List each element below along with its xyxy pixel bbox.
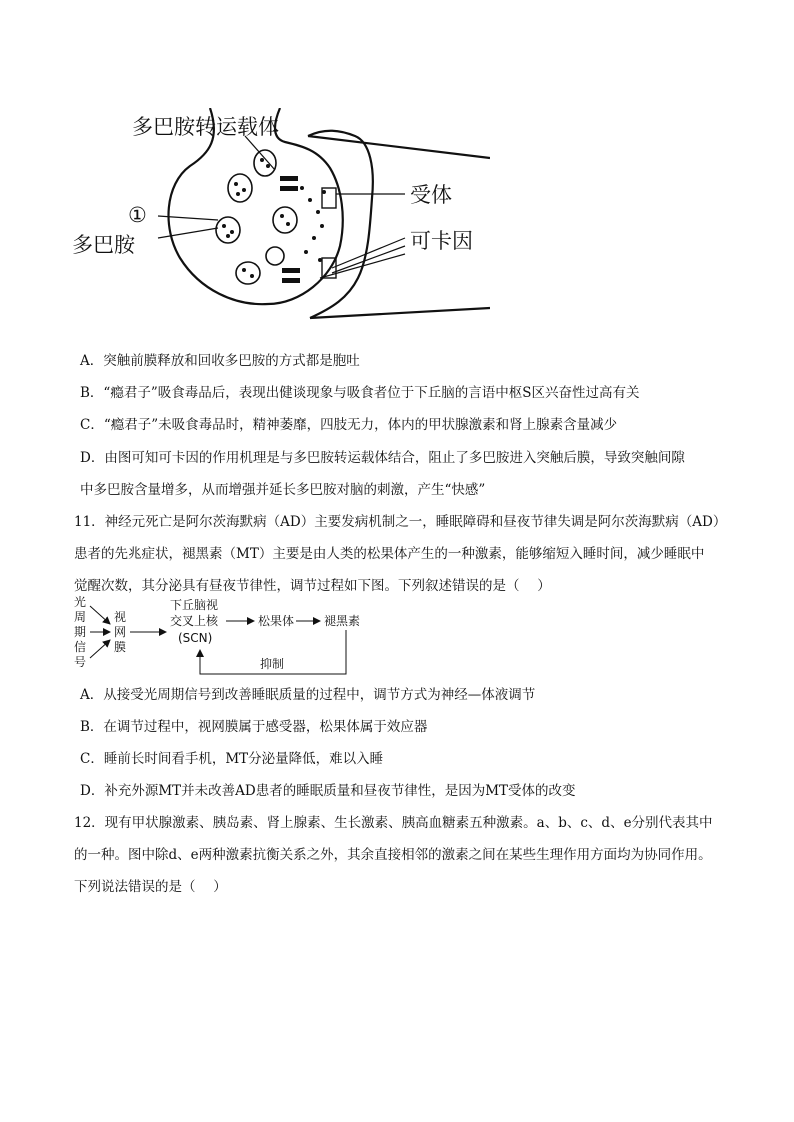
q11-option-c: C．睡前长时间看手机，MT分泌量降低，难以入睡 xyxy=(80,751,384,767)
postsynaptic-membrane xyxy=(308,131,373,318)
signal-arrows xyxy=(90,606,110,658)
transporter-top-2 xyxy=(280,186,298,191)
q12-stem-line1: 12．现有甲状腺激素、胰岛素、肾上腺素、生长激素、胰高血糖素五种激素。a、b、c、d、e分别代表其中 xyxy=(74,815,713,831)
melatonin-label: 褪黑素 xyxy=(324,614,361,628)
postsynaptic-outer xyxy=(308,136,490,318)
signal-char-2: 周 xyxy=(74,610,87,624)
q11-option-b: B．在调节过程中，视网膜属于感受器，松果体属于效应器 xyxy=(80,719,428,735)
q10-option-d-line1: D．由图可知可卡因的作用机理是与多巴胺转运载体结合，阻止了多巴胺进入突触后膜，导致突触间隙 xyxy=(80,450,685,466)
signal-char-1: 光 xyxy=(74,595,87,609)
melatonin-flow-svg xyxy=(70,592,380,680)
q11-option-a: A．从接受光周期信号到改善睡眠质量的过程中，调节方式为神经—体液调节 xyxy=(80,687,536,703)
inhibit-label: 抑制 xyxy=(260,657,285,671)
label-one: ① xyxy=(128,203,147,227)
q11-stem-line2: 患者的先兆症状，褪黑素（MT）主要是由人类的松果体产生的一种激素，能够缩短入睡时间，减少睡眠中 xyxy=(74,546,705,562)
signal-char-3: 期 xyxy=(74,625,87,639)
melatonin-diagram xyxy=(70,592,380,680)
retina-char-1: 视 xyxy=(114,610,127,624)
synapse-figure xyxy=(70,108,490,336)
q10-option-c: C．“瘾君子”未吸食毒品时，精神萎靡，四肢无力，体内的甲状腺激素和肾上腺素含量减少 xyxy=(80,417,618,433)
vesicles xyxy=(216,150,297,284)
q11-stem-line1: 11．神经元死亡是阿尔茨海默病（AD）主要发病机制之一，睡眠障碍和昼夜节律失调是阿尔茨海默病（AD） xyxy=(74,514,727,530)
retina-char-3: 膜 xyxy=(114,640,127,654)
q11-stem-line3: 觉醒次数，其分泌具有昼夜节律性，调节过程如下图。下列叙述错误的是（ ） xyxy=(74,578,551,594)
synapse-diagram xyxy=(70,108,490,336)
q10-option-d-line2: 中多巴胺含量增多，从而增强并延长多巴胺对脑的刺激，产生“快感” xyxy=(80,482,486,498)
transporter-top xyxy=(280,176,298,181)
label-receptor: 受体 xyxy=(410,183,452,207)
pineal-label: 松果体 xyxy=(258,614,295,628)
label-cocaine: 可卡因 xyxy=(410,229,473,253)
transporter-bottom xyxy=(282,268,300,273)
retina-char-2: 网 xyxy=(114,625,127,639)
q11-option-d: D．补充外源MT并未改善AD患者的睡眠质量和昼夜节律性，是因为MT受体的改变 xyxy=(80,783,576,799)
scn-line1: 下丘脑视 xyxy=(170,598,219,612)
q12-stem-line3: 下列说法错误的是（ ） xyxy=(74,879,227,895)
dopamine-dots xyxy=(222,158,326,278)
q12-stem-line2: 的一种。图中除d、e两种激素抗衡关系之外，其余直接相邻的激素之间在某些生理作用方面均为协同作用。 xyxy=(74,847,712,863)
q10-option-b: B．“瘾君子”吸食毒品后，表现出健谈现象与吸食者位于下丘脑的言语中枢S区兴奋性过高有关 xyxy=(80,385,640,401)
signal-char-4: 信 xyxy=(74,640,87,654)
scn-line3: (SCN) xyxy=(178,631,213,645)
label-transporter: 多巴胺转运载体 xyxy=(132,115,279,139)
transporter-bottom-2 xyxy=(282,278,300,283)
scn-line2: 交叉上核 xyxy=(170,614,219,628)
q10-option-a: A．突触前膜释放和回收多巴胺的方式都是胞吐 xyxy=(80,353,360,369)
label-dopamine: 多巴胺 xyxy=(72,233,135,257)
signal-char-5: 号 xyxy=(74,655,87,669)
